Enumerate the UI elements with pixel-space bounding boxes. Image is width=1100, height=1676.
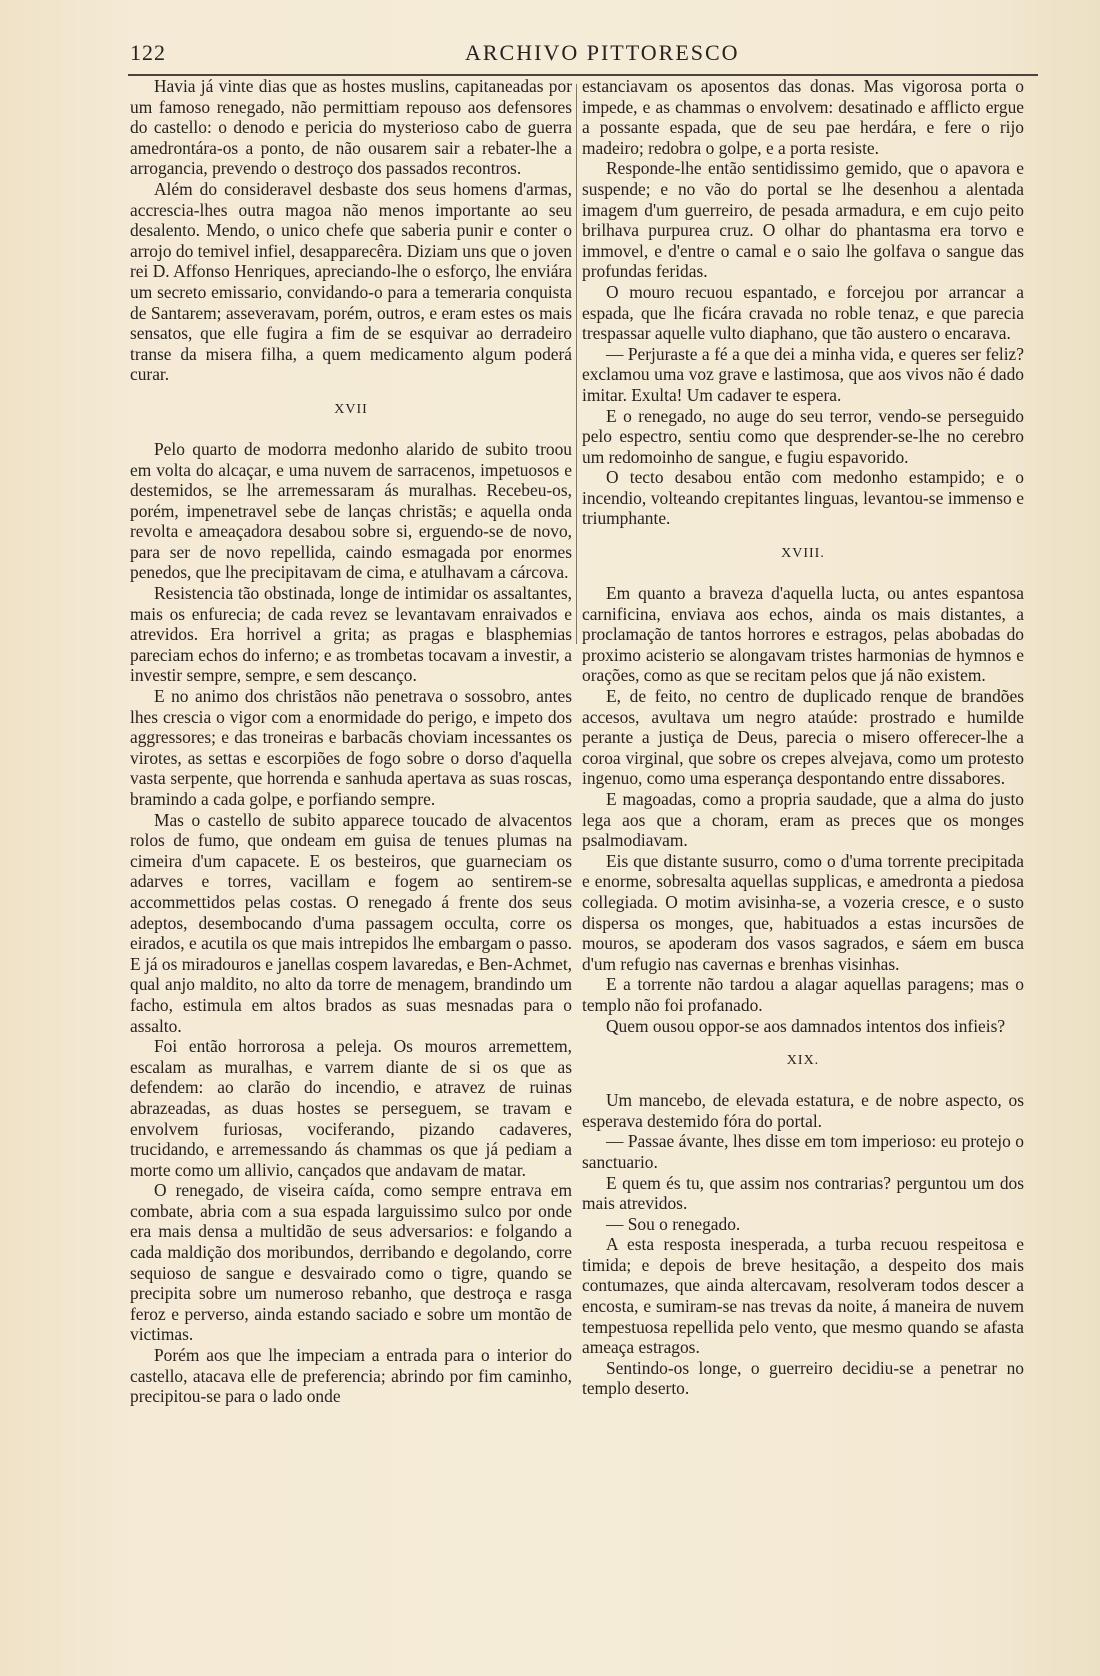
paragraph: O tecto desabou então com medonho estampido; e o incendio, volteando crepitantes linguas, levantou-se immenso e triumphante. xyxy=(582,467,1024,529)
paragraph: O mouro recuou espantado, e forcejou por arrancar a espada, que lhe ficára cravada no roble tenaz, e que parecia trespassar aquelle vulto diaphano, que tão austero o encarava. xyxy=(582,281,1024,344)
page-number: 122 xyxy=(130,40,166,65)
paragraph: E o renegado, no auge do seu terror, vendo-se perseguido pelo espectro, sentiu como que desprender-se-lhe no cerebro um redomoinho de sangue, e fugiu espavorido. xyxy=(582,405,1024,467)
paragraph: O renegado, de viseira caída, como sempre entrava em combate, abria com a sua espada larguissimo sulco por onde era mais densa a multidão de seus adversarios: e folgando a cada maldição dos moribundos, derribando e degolando, corre sequioso de sangue e desvairado como o tigre, quando se precipita sobre um numeroso rebanho, que destroça e rasga feroz e perverso, ainda estando saciado e sobre um montão de victimas. xyxy=(130,1180,572,1345)
paragraph: Um mancebo, de elevada estatura, e de nobre aspecto, os esperava destemido fóra do portal. xyxy=(582,1090,1024,1131)
paragraph: Resistencia tão obstinada, longe de intimidar os assaltantes, mais os enfurecia; de cada revez se levantavam enraivados e atrevidos. Era horrivel a grita; as pragas e blasphemias pareciam echos do inferno; e as trombetas tocavam a investir, a investir sempre, sempre, e sem descanço. xyxy=(130,583,572,686)
paragraph: E, de feito, no centro de duplicado renque de brandões accesos, avultava um negro ataúde: prostrado e humilde perante a justiça de Deus, parecia o misero offerecer-lhe a coroa virginal, que sobre os crepes alvejava, como um protesto ingenuo, como uma esperança despontando entre dissabores. xyxy=(582,686,1024,789)
left-column xyxy=(130,76,572,1651)
paragraph: A esta resposta inesperada, a turba recuou respeitosa e timida; e depois de breve hesitação, a despeito dos mais contumazes, que ainda altercavam, resolveram todos descer a encosta, e sumiram-se nas trevas da noite, á maneira de nuvem tempestuosa repellida pelo vento, que mesmo quando se afasta ameaça estragos. xyxy=(582,1234,1024,1358)
paragraph: Em quanto a braveza d'aquella lucta, ou antes espantosa carnificina, enviava aos echos, ainda os mais distantes, a proclamação de tantos horrores e estragos, pelas abobadas do proximo acisterio se alongavam tristes harmonias de hymnos e orações, como as que se recitam pelos que já não existem. xyxy=(582,583,1024,686)
paragraph: Foi então horrorosa a peleja. Os mouros arremettem, escalam as muralhas, e varrem diante de si os que as defendem: ao clarão do incendio, e atravez de ruinas abrazeadas, as duas hostes se perseguem, se travam e envolvem furiosas, vociferando, pizando cadaveres, trucidando, e arremessando ás chammas os que já pediam a morte como um allivio, cançados que andavam de matar. xyxy=(130,1036,572,1180)
paragraph: Eis que distante susurro, como o d'uma torrente precipitada e enorme, sobresalta aquellas supplicas, e amedronta a piedosa collegiada. O motim avisinha-se, a vozeria cresce, e o susto dispersa os monges, que, habituados a estas incursões de mouros, se apoderam dos vasos sagrados, e sáem em busca d'um refugio nas cavernas e brenhas visinhas. xyxy=(582,850,1024,974)
paragraph: Além do consideravel desbaste dos seus homens d'armas, accrescia-lhes outra magoa não menos importante ao seu desalento. Mendo, o unico chefe que saberia punir e conter o arrojo do temivel infiel, desapparecêra. Diziam uns que o joven rei D. Affonso Henriques, apreciando-lhe o esforço, lhe enviára um secreto emissario, convidando-o para a temeraria conquista de Santarem; asseveravam, porém, outros, e eram estes os mais sensatos, que elle fugira a fim de se esquivar ao derradeiro transe da misera filha, a quem medicamento algum poderá curar. xyxy=(130,178,572,385)
paragraph: Havia já vinte dias que as hostes muslins, capitaneadas por um famoso renegado, não permittiam repouso aos defensores do castello: o denodo e pericia do mysterioso cabo de guerra amedrontára-os a ponto, de não ousarem sair a rebater-lhe a arrogancia, prevendo o destroço dos passados recontros. xyxy=(130,76,572,179)
right-column xyxy=(582,76,1024,1651)
paragraph: Mas o castello de subito apparece toucado de alvacentos rolos de fumo, que ondeam em guisa de tenues plumas na cimeira d'um capacete. E os besteiros, que guarneciam os adarves e torres, vacillam e fogem ao sentirem-se accommettidos pelas costas. O renegado á frente dos seus adeptos, desembocando d'uma passagem occulta, corre os eirados, e acutila os que mais intrepidos lhe embargam o passo. E já os miradouros e janellas cospem lavaredas, e Ben-Achmet, qual anjo maldito, no alto da torre de menagem, brandindo um facho, estimula em altos brados as suas mesnadas para o assalto. xyxy=(130,809,572,1036)
page-header xyxy=(130,38,1035,74)
paragraph: E magoadas, como a propria saudade, que a alma do justo lega aos que a choram, eram as preces que os monges psalmodiavam. xyxy=(582,789,1024,851)
paragraph: — Passae ávante, lhes disse em tom imperioso: eu protejo o sanctuario. xyxy=(582,1131,1024,1172)
paragraph: E a torrente não tardou a alagar aquellas paragens; mas o templo não foi profanado. xyxy=(582,974,1024,1015)
paragraph: E quem és tu, que assim nos contrarias? perguntou um dos mais atrevidos. xyxy=(582,1172,1024,1214)
paragraph: Porém aos que lhe impeciam a entrada para o interior do castello, atacava elle de preferencia; abrindo por fim caminho, precipitou-se para o lado onde xyxy=(130,1345,572,1407)
paragraph: Quem ousou oppor-se aos damnados intentos dos infieis? xyxy=(606,1015,1006,1036)
paragraph: estanciavam os aposentos das donas. Mas vigorosa porta o impede, e as chammas o envolvem: desatinado e afflicto ergue a possante espada, que de seu pae herdára, e fere o rijo madeiro; redobra o golpe, e a porta resiste. xyxy=(582,76,1024,158)
section-heading: XVIII. xyxy=(781,546,825,562)
column-divider xyxy=(576,84,577,644)
paragraph: Pelo quarto de modorra medonho alarido de subito troou em volta do alcaçar, e uma nuvem de sarracenos, impetuosos e destemidos, se lhe arremessaram ás muralhas. Recebeu-os, porém, impenetravel sebe de lanças christãs; e aquella onda revolta e ameaçadora desabou sobre si, erguendo-se de novo, para ser de novo repellida, caindo esmagada por enormes penedos, que lhe precipitavam de cima, e atulhavam a cárcova. xyxy=(130,438,572,583)
paragraph: — Perjuraste a fé a que dei a minha vida, e queres ser feliz? exclamou uma voz grave e lastimosa, que aos vivos não é dado imitar. Exulta! Um cadaver te espera. xyxy=(582,343,1024,405)
running-title: ARCHIVO PITTORESCO xyxy=(465,40,740,65)
section-heading: XIX. xyxy=(786,1053,820,1069)
paragraph: E no animo dos christãos não penetrava o sossobro, antes lhes crescia o vigor com a enormidade do perigo, e impeto dos aggressores; e das troneiras e barbacãs choviam incessantes os virotes, as settas e escorpiões de fogo sobre o dorso d'aquella vasta serpente, que horrenda e sanhuda apertava as suas roscas, bramindo a cada golpe, e porfiando sempre. xyxy=(130,686,572,809)
paragraph: — Sou o renegado. xyxy=(606,1213,741,1234)
paragraph: Sentindo-os longe, o guerreiro decidiu-se a penetrar no templo deserto. xyxy=(582,1357,1024,1399)
section-heading: XVII xyxy=(334,401,368,417)
paragraph: Responde-lhe então sentidissimo gemido, que o apavora e suspende; e no vão do portal se lhe desenhou a alentada imagem d'um guerreiro, de pesada armadura, e em cujo peito brilhava purpurea cruz. O olhar do phantasma era torvo e immovel, e d'entre o camal e o saio lhe golfava o sangue das profundas feridas. xyxy=(582,158,1024,282)
